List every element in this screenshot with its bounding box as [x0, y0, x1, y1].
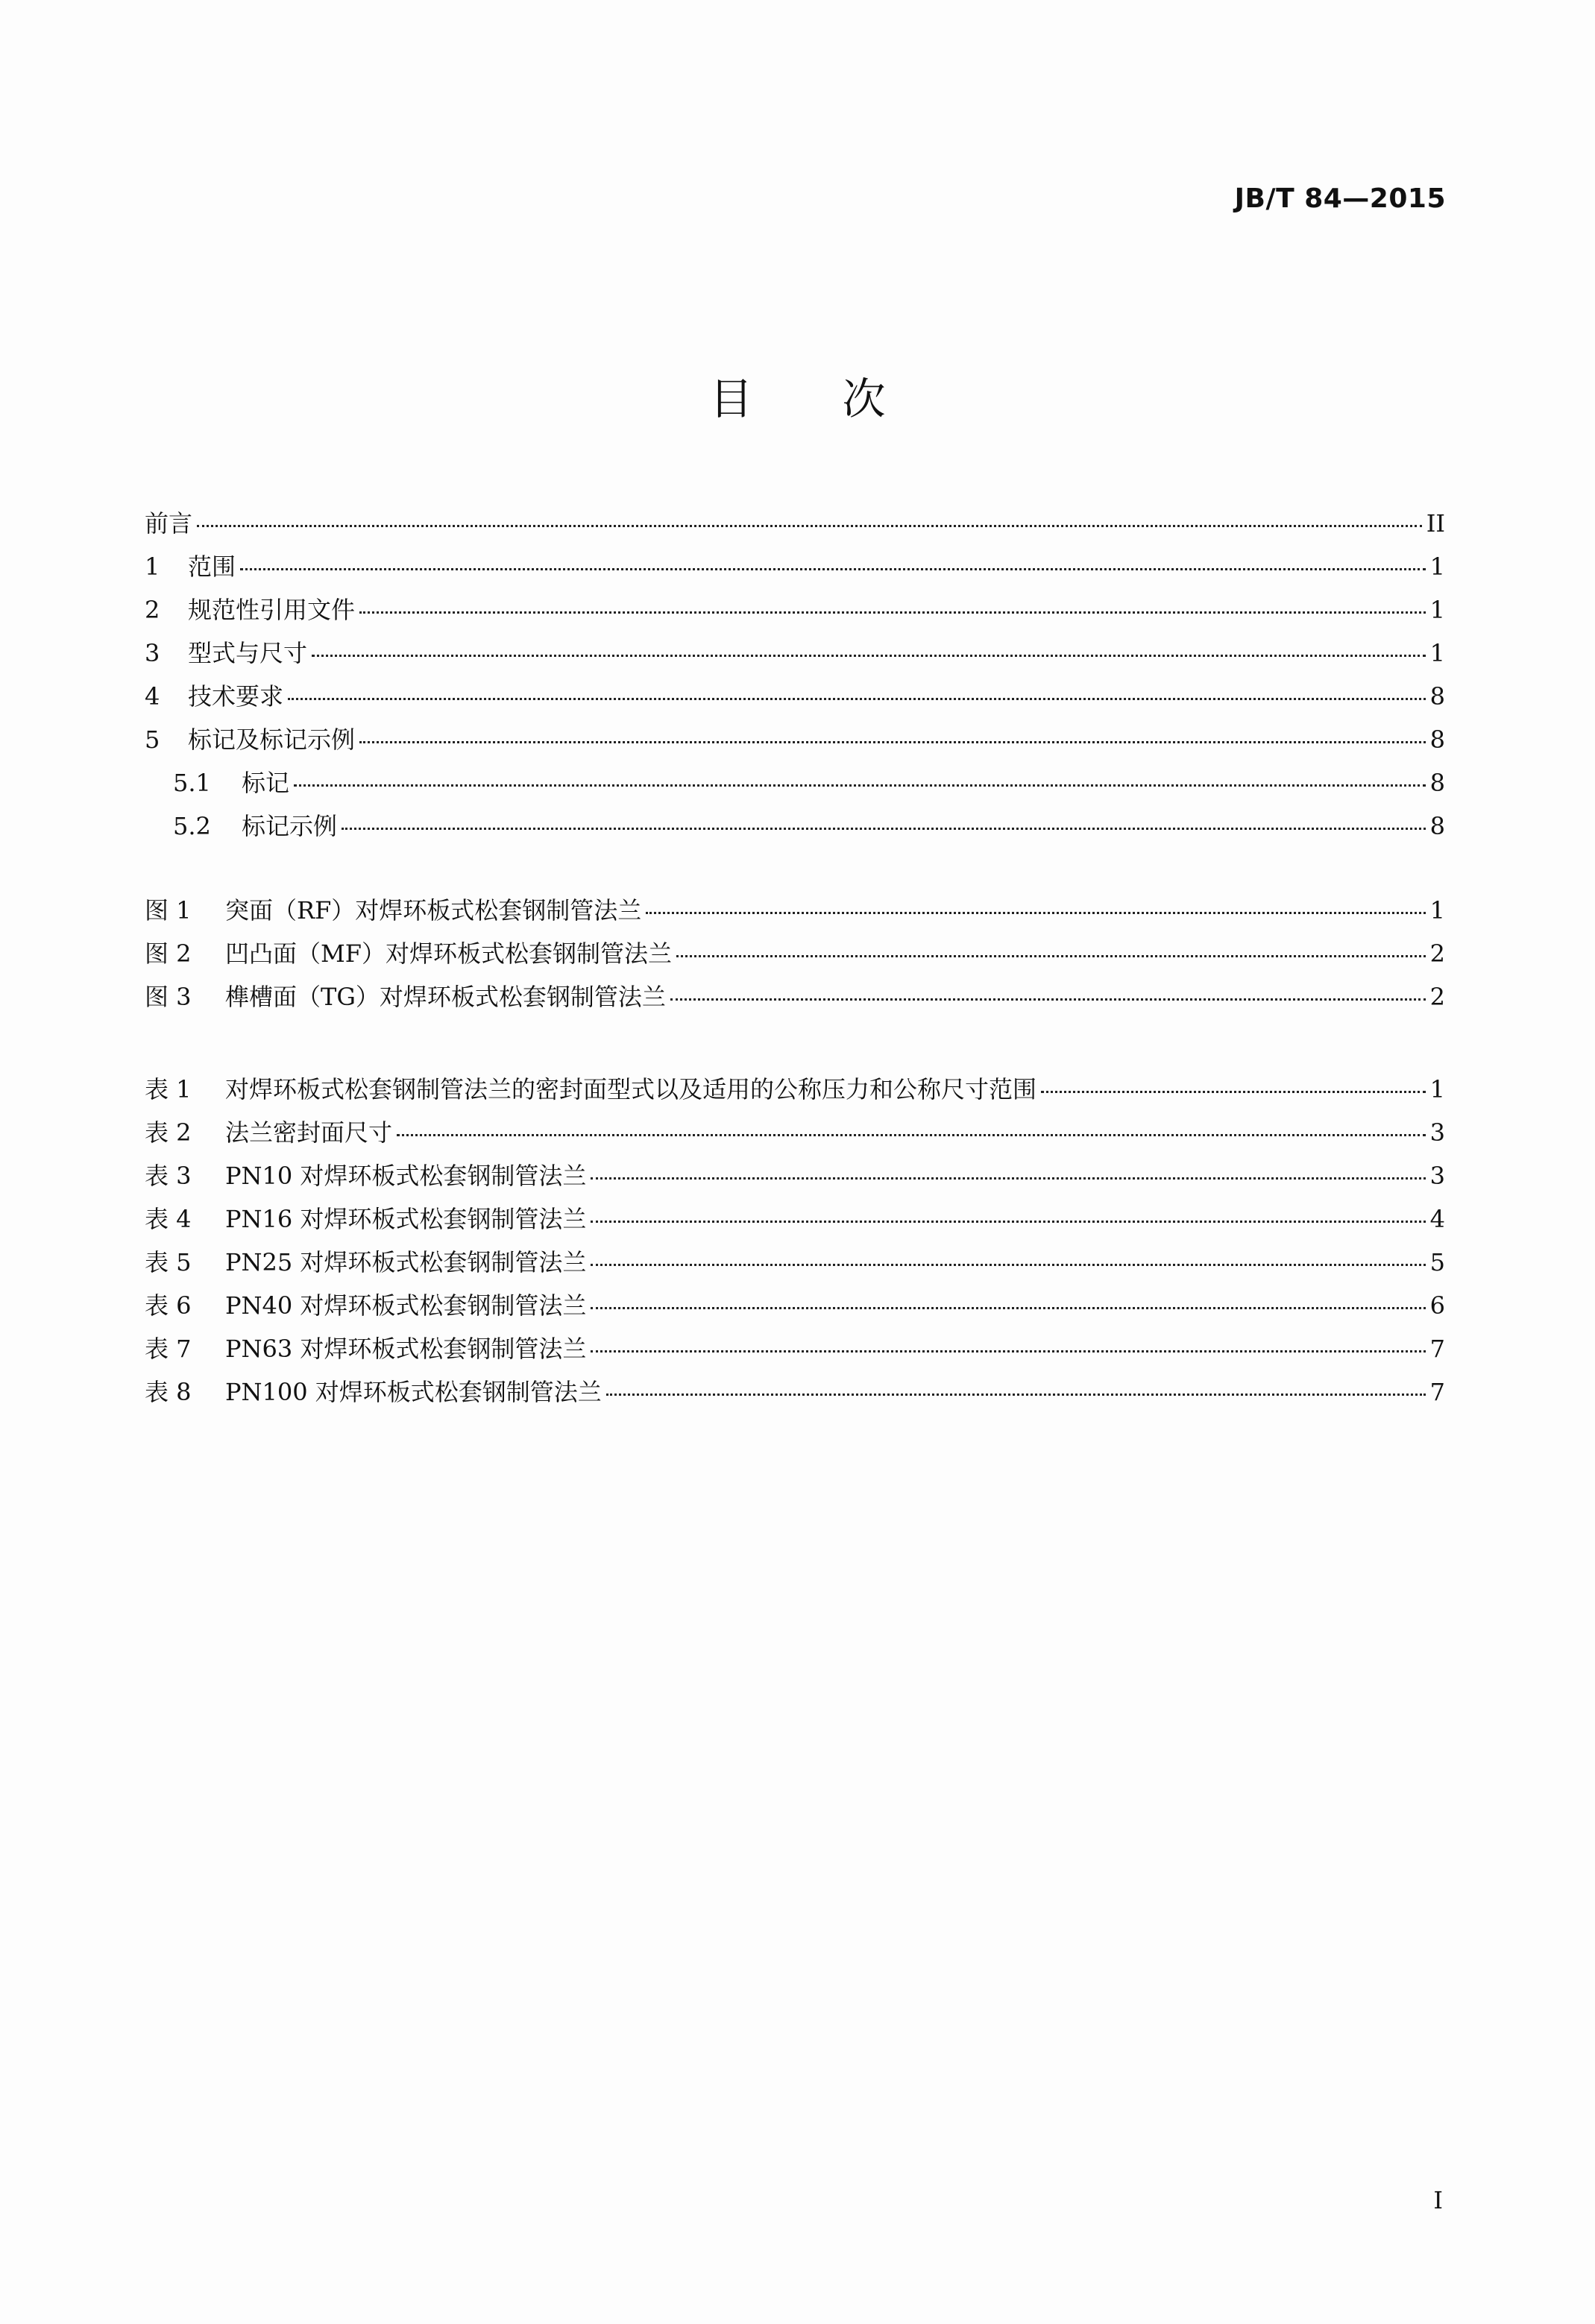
toc-entry-label: 标记示例: [242, 812, 338, 840]
toc-leader-dots: [1041, 1091, 1426, 1093]
toc-entry-scope[interactable]: [145, 545, 1445, 588]
toc-leader-dots: [294, 784, 1426, 787]
toc-entry-page: 5: [1429, 1248, 1445, 1276]
toc-entry-table-7[interactable]: [145, 1327, 1445, 1370]
toc-entry-page: 6: [1429, 1291, 1445, 1320]
toc-entry-label: 榫槽面（TG）对焊环板式松套钢制管法兰: [225, 983, 666, 1011]
toc-entry-label: PN16 对焊环板式松套钢制管法兰: [225, 1205, 587, 1233]
toc-entry-page: 1: [1429, 552, 1445, 581]
toc-entry-table-4[interactable]: [145, 1197, 1445, 1241]
toc-leader-dots: [197, 525, 1422, 527]
toc-entry-number: 5.1: [173, 769, 211, 797]
toc-entry-label: PN40 对焊环板式松套钢制管法兰: [225, 1291, 587, 1320]
toc-entry-number: 3: [145, 639, 160, 667]
toc-sections: [145, 502, 1445, 848]
toc-entry-page: 1: [1429, 596, 1445, 624]
toc-entry-normative-references[interactable]: [145, 588, 1445, 632]
toc-leader-dots: [359, 611, 1426, 614]
toc-entry-marking[interactable]: [145, 718, 1445, 761]
toc-entry-label: 凹凸面（MF）对焊环板式松套钢制管法兰: [225, 939, 672, 968]
toc-entry-table-5[interactable]: [145, 1241, 1445, 1284]
toc-entry-page: 2: [1429, 983, 1445, 1011]
toc-entry-number: 表 7: [145, 1335, 192, 1363]
toc-entry-page: 3: [1429, 1162, 1445, 1190]
toc-entry-label: 突面（RF）对焊环板式松套钢制管法兰: [225, 896, 642, 925]
toc-entry-label: PN63 对焊环板式松套钢制管法兰: [225, 1335, 587, 1363]
toc-tables: [145, 1068, 1445, 1414]
toc-entry-label: PN10 对焊环板式松套钢制管法兰: [225, 1162, 587, 1190]
toc-entry-number: 图 1: [145, 896, 192, 925]
toc-leader-dots: [676, 955, 1426, 957]
toc-leader-dots: [591, 1307, 1425, 1309]
toc-entry-page: 2: [1429, 939, 1445, 968]
toc-entry-page: II: [1426, 509, 1445, 538]
standard-code: JB/T 84—2015: [1234, 183, 1446, 214]
toc-entry-label: PN25 对焊环板式松套钢制管法兰: [225, 1248, 587, 1276]
toc-entry-label: 前言: [145, 509, 193, 538]
toc-figures: [145, 889, 1445, 1018]
toc-entry-number: 4: [145, 682, 160, 711]
toc-entry-page: 3: [1429, 1118, 1445, 1147]
toc-entry-technical-requirements[interactable]: [145, 675, 1445, 718]
toc-entry-label: 标记及标记示例: [188, 725, 356, 754]
toc-entry-table-6[interactable]: [145, 1284, 1445, 1327]
toc-entry-number: 表 2: [145, 1118, 192, 1147]
toc-entry-number: 5: [145, 725, 160, 754]
toc-entry-page: 1: [1429, 1075, 1445, 1103]
toc-entry-table-3[interactable]: [145, 1154, 1445, 1197]
toc-entry-page: 8: [1429, 725, 1445, 754]
toc-entry-page: 8: [1429, 682, 1445, 711]
toc-entry-number: 图 3: [145, 983, 192, 1011]
toc-entry-number: 表 3: [145, 1162, 192, 1190]
toc-entry-table-8[interactable]: [145, 1370, 1445, 1414]
toc-entry-number: 1: [145, 552, 160, 581]
toc-entry-table-1[interactable]: [145, 1068, 1445, 1111]
toc-leader-dots: [591, 1264, 1425, 1266]
toc-entry-page: 8: [1429, 812, 1445, 840]
toc-entry-page: 7: [1429, 1378, 1445, 1406]
toc-entry-label: 范围: [188, 552, 236, 581]
toc-leader-dots: [591, 1350, 1425, 1352]
toc-leader-dots: [240, 568, 1426, 570]
toc-entry-label: 标记: [242, 769, 290, 797]
toc-entry-figure-1[interactable]: [145, 889, 1445, 932]
toc-entry-marking-sub-2[interactable]: [145, 804, 1445, 848]
toc-entry-number: 2: [145, 596, 160, 624]
toc-entry-page: 7: [1429, 1335, 1445, 1363]
toc-leader-dots: [288, 698, 1426, 700]
toc-leader-dots: [312, 655, 1426, 657]
toc-leader-dots: [359, 741, 1426, 743]
toc-entry-number: 图 2: [145, 939, 192, 968]
toc-leader-dots: [591, 1221, 1425, 1223]
toc-entry-number: 5.2: [173, 812, 211, 840]
toc-entry-page: 1: [1429, 639, 1445, 667]
toc-entry-label: 规范性引用文件: [188, 596, 356, 624]
toc-leader-dots: [606, 1394, 1426, 1396]
toc-entry-number: 表 5: [145, 1248, 192, 1276]
toc-entry-number: 表 1: [145, 1075, 192, 1103]
toc-entry-figure-2[interactable]: [145, 932, 1445, 975]
toc-entry-foreword[interactable]: [145, 502, 1445, 545]
toc-entry-types-dimensions[interactable]: [145, 632, 1445, 675]
toc-leader-dots: [646, 912, 1425, 914]
toc-entry-label: PN100 对焊环板式松套钢制管法兰: [225, 1378, 602, 1406]
toc-entry-label: 型式与尺寸: [188, 639, 308, 667]
toc-title: 目次: [709, 374, 975, 424]
toc-entry-number: 表 4: [145, 1205, 192, 1233]
page-number: I: [1433, 2186, 1443, 2214]
toc-entry-table-2[interactable]: [145, 1111, 1445, 1154]
toc-entry-page: 8: [1429, 769, 1445, 797]
toc-leader-dots: [591, 1177, 1425, 1180]
toc-entry-label: 法兰密封面尺寸: [225, 1118, 393, 1147]
toc-entry-number: 表 8: [145, 1378, 192, 1406]
toc-entry-page: 1: [1429, 896, 1445, 925]
toc-entry-marking-sub-1[interactable]: [145, 761, 1445, 804]
toc-leader-dots: [670, 998, 1426, 1001]
toc-entry-number: 表 6: [145, 1291, 192, 1320]
toc-entry-figure-3[interactable]: [145, 975, 1445, 1018]
toc-leader-dots: [397, 1134, 1426, 1136]
toc-leader-dots: [342, 828, 1426, 830]
toc-entry-page: 4: [1429, 1205, 1445, 1233]
toc-entry-label: 技术要求: [188, 682, 284, 711]
toc-entry-label: 对焊环板式松套钢制管法兰的密封面型式以及适用的公称压力和公称尺寸范围: [225, 1075, 1037, 1103]
